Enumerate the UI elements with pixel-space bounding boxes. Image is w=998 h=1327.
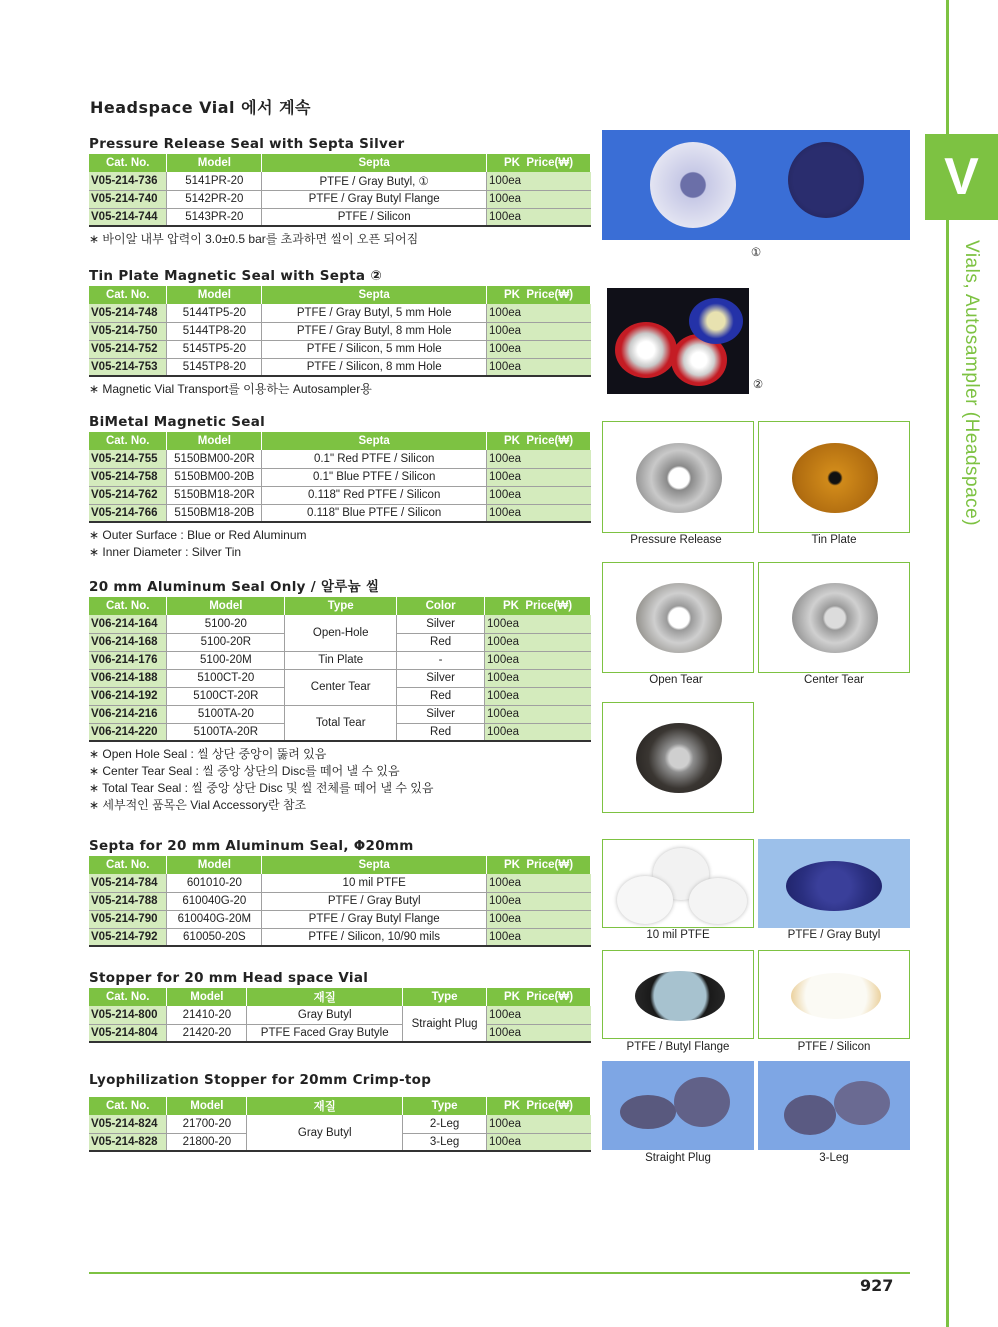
col-pk-price: PK Price(₩) bbox=[487, 432, 591, 450]
col-pk-price: PK Price(₩) bbox=[487, 856, 591, 874]
col-catno: Cat. No. bbox=[89, 286, 167, 304]
section-tab: V bbox=[925, 134, 998, 220]
table-row: V06-214-192 5100CT-20R Red 100ea bbox=[89, 687, 591, 705]
product-table bbox=[89, 988, 591, 1043]
section-title: Tin Plate Magnetic Seal with Septa ② bbox=[89, 268, 383, 284]
page-title: Headspace Vial 에서 계속 bbox=[90, 98, 312, 117]
open-tear-photo bbox=[602, 562, 754, 673]
caption: Pressure Release bbox=[630, 534, 722, 546]
col-catno: Cat. No. bbox=[89, 154, 167, 172]
caption: PTFE / Butyl Flange bbox=[626, 1041, 730, 1053]
table-row: V05-214-744 5143PR-20 PTFE / Silicon 100ea bbox=[89, 208, 591, 226]
product-table bbox=[89, 286, 591, 377]
table-row: V05-214-828 21800-20 3-Leg 100ea bbox=[89, 1133, 591, 1151]
table-row: V05-214-792 610050-20S PTFE / Silicon, 10/90 mils 100ea bbox=[89, 928, 591, 946]
section-title: Septa for 20 mm Aluminum Seal, Φ20mm bbox=[89, 838, 414, 854]
product-table bbox=[89, 154, 591, 227]
table-row: V05-214-788 610040G-20 PTFE / Gray Butyl 100ea bbox=[89, 892, 591, 910]
caption: 10 mil PTFE bbox=[646, 929, 710, 941]
ptfe-10mil-photo bbox=[602, 839, 754, 928]
table-row: V05-214-753 5145TP8-20 PTFE / Silicon, 8 mm Hole 100ea bbox=[89, 358, 591, 376]
col-catno: Cat. No. bbox=[89, 432, 167, 450]
table-row: V05-214-758 5150BM00-20B 0.1" Blue PTFE / Silicon 100ea bbox=[89, 468, 591, 486]
col-model: Model bbox=[167, 286, 262, 304]
caption: ① bbox=[750, 247, 762, 259]
table-row: V06-214-188 5100CT-20 Center Tear Silver 100ea bbox=[89, 669, 591, 687]
product-table bbox=[89, 597, 591, 742]
col-model: Model bbox=[167, 597, 285, 615]
product-table bbox=[89, 856, 591, 947]
col-type: Type bbox=[285, 597, 397, 615]
col-septa: Septa bbox=[262, 154, 487, 172]
caption: Open Tear bbox=[649, 674, 703, 686]
ptfe-silicon-photo bbox=[758, 950, 910, 1039]
caption: Straight Plug bbox=[645, 1152, 711, 1164]
table-row: V06-214-164 5100-20 Open-Hole Silver 100ea bbox=[89, 615, 591, 633]
col-pk-price: PK Price(₩) bbox=[487, 1097, 591, 1115]
product-table bbox=[89, 432, 591, 523]
table-row: V05-214-762 5150BM18-20R 0.118" Red PTFE / Silicon 100ea bbox=[89, 486, 591, 504]
section-lyophilization bbox=[89, 1071, 591, 1152]
tin-plate-photo bbox=[758, 421, 910, 533]
table-row: V05-214-748 5144TP5-20 PTFE / Gray Butyl, 5 mm Hole 100ea bbox=[89, 304, 591, 322]
col-catno: Cat. No. bbox=[89, 597, 167, 615]
table-row: V05-214-740 5142PR-20 PTFE / Gray Butyl Flange 100ea bbox=[89, 190, 591, 208]
center-tear-photo bbox=[758, 562, 910, 673]
section-title: 20 mm Aluminum Seal Only / 알루늄 씰 bbox=[89, 579, 380, 595]
pressure-release-photo bbox=[602, 421, 754, 533]
col-model: Model bbox=[167, 988, 247, 1006]
col-material: 재질 bbox=[247, 988, 403, 1006]
notes: ∗ Open Hole Seal : 씰 상단 중앙이 뚫려 있음 ∗ Center Tear Seal : 씰 중앙 상단의 Disc를 떼어 낼 수 있음 ∗ Total Tear Seal : 씰 중앙 상단 Disc 및 씰 전체를 떼어 낼 수 있음 ∗ 세부적인 품목은 Vial Accessory란 참조 bbox=[89, 747, 434, 812]
notes: ∗ Outer Surface : Blue or Red Aluminum ∗ Inner Diameter : Silver Tin bbox=[89, 528, 307, 559]
col-septa: Septa bbox=[262, 432, 487, 450]
table-row: V06-214-176 5100-20M Tin Plate - 100ea bbox=[89, 651, 591, 669]
col-model: Model bbox=[167, 1097, 247, 1115]
table-row: V05-214-766 5150BM18-20B 0.118" Blue PTFE / Silicon 100ea bbox=[89, 504, 591, 522]
table-row: V05-214-804 21420-20 PTFE Faced Gray Butyle 100ea bbox=[89, 1024, 591, 1042]
col-catno: Cat. No. bbox=[89, 988, 167, 1006]
caption: Center Tear bbox=[804, 674, 864, 686]
three-leg-photo bbox=[758, 1061, 910, 1150]
col-model: Model bbox=[167, 856, 262, 874]
table-row: V06-214-220 5100TA-20R Red 100ea bbox=[89, 723, 591, 741]
footer-rule bbox=[89, 1272, 910, 1274]
section-bimetal bbox=[89, 413, 591, 561]
pressure-release-seal-photo bbox=[602, 130, 910, 240]
col-type: Type bbox=[403, 1097, 487, 1115]
notes: ∗ 바이알 내부 압력이 3.0±0.5 bar를 초과하면 씰이 오픈 되어짐 bbox=[89, 232, 419, 246]
table-row: V05-214-790 610040G-20M PTFE / Gray Butyl Flange 100ea bbox=[89, 910, 591, 928]
col-catno: Cat. No. bbox=[89, 856, 167, 874]
col-pk-price: PK Price(₩) bbox=[487, 154, 591, 172]
col-pk-price: PK Price(₩) bbox=[485, 597, 591, 615]
col-pk-price: PK Price(₩) bbox=[487, 286, 591, 304]
page-number: 927 bbox=[860, 1276, 894, 1295]
table-row: V06-214-168 5100-20R Red 100ea bbox=[89, 633, 591, 651]
section-title: Stopper for 20 mm Head space Vial bbox=[89, 970, 369, 986]
caption: ② bbox=[752, 379, 764, 391]
notes: ∗ Magnetic Vial Transport를 이용하는 Autosampler용 bbox=[89, 382, 372, 396]
caption: 3-Leg bbox=[819, 1152, 849, 1164]
col-model: Model bbox=[167, 154, 262, 172]
table-row: V05-214-750 5144TP8-20 PTFE / Gray Butyl, 8 mm Hole 100ea bbox=[89, 322, 591, 340]
col-catno: Cat. No. bbox=[89, 1097, 167, 1115]
table-row: V05-214-755 5150BM00-20R 0.1" Red PTFE / Silicon 100ea bbox=[89, 450, 591, 468]
section-septa bbox=[89, 837, 591, 947]
section-tin-plate bbox=[89, 267, 591, 398]
table-row: V05-214-736 5141PR-20 PTFE / Gray Butyl, ① 100ea bbox=[89, 172, 591, 190]
total-tear-photo bbox=[602, 702, 754, 813]
section-side-label: Vials, Autosampler (Headspace) bbox=[961, 240, 982, 527]
section-title: BiMetal Magnetic Seal bbox=[89, 414, 266, 430]
table-row: V05-214-824 21700-20 Gray Butyl 2-Leg 100ea bbox=[89, 1115, 591, 1133]
col-pk-price: PK Price(₩) bbox=[487, 988, 591, 1006]
ptfe-gray-butyl-photo bbox=[758, 839, 910, 928]
col-septa: Septa bbox=[262, 286, 487, 304]
section-aluminum-seal bbox=[89, 578, 591, 814]
caption: PTFE / Gray Butyl bbox=[787, 929, 881, 941]
col-material: 재질 bbox=[247, 1097, 403, 1115]
section-pressure-release bbox=[89, 135, 591, 248]
col-type: Type bbox=[403, 988, 487, 1006]
section-title: Lyophilization Stopper for 20mm Crimp-top bbox=[89, 1072, 432, 1088]
table-row: V05-214-800 21410-20 Gray Butyl Straight Plug 100ea bbox=[89, 1006, 591, 1024]
ptfe-butyl-flange-photo bbox=[602, 950, 754, 1039]
table-row: V06-214-216 5100TA-20 Total Tear Silver 100ea bbox=[89, 705, 591, 723]
col-model: Model bbox=[167, 432, 262, 450]
table-row: V05-214-784 601010-20 10 mil PTFE 100ea bbox=[89, 874, 591, 892]
table-row: V05-214-752 5145TP5-20 PTFE / Silicon, 5 mm Hole 100ea bbox=[89, 340, 591, 358]
col-septa: Septa bbox=[262, 856, 487, 874]
caption: PTFE / Silicon bbox=[797, 1041, 871, 1053]
section-title: Pressure Release Seal with Septa Silver bbox=[89, 136, 405, 152]
caption: Tin Plate bbox=[811, 534, 857, 546]
straight-plug-photo bbox=[602, 1061, 754, 1150]
col-color: Color bbox=[397, 597, 485, 615]
product-table bbox=[89, 1097, 591, 1152]
section-stopper bbox=[89, 969, 591, 1043]
